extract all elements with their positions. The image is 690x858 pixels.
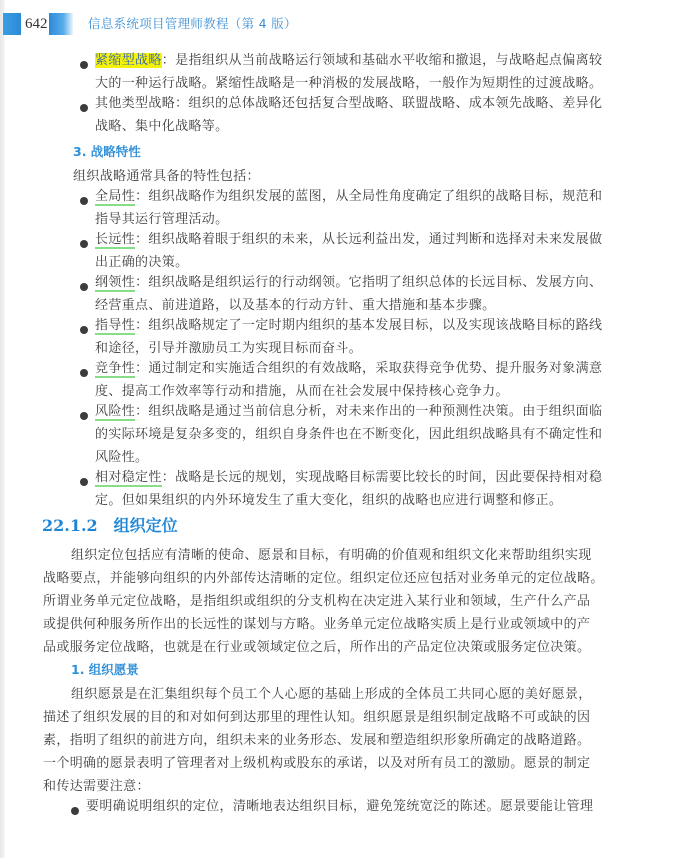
bullet-icon — [71, 807, 79, 815]
paragraph-line: 组织定位包括应有清晰的使命、愿景和目标，有明确的价值观和组织文化来帮助组织实现 — [71, 548, 592, 563]
header-decor-block-left — [3, 13, 21, 35]
page-edge-shadow — [0, 0, 5, 858]
paragraph-line: 一个明确的愿景表明了管理者对上级机构或股东的承诺，以及对所有员工的激励。愿景的制定 — [43, 756, 591, 771]
bullet-item-competitiveness — [95, 360, 602, 378]
paragraph-line: 或提供何种服务所作出的长远性的谋划与方略。业务单元定位战略实质上是行业或领域中的产 — [43, 617, 591, 632]
underlined-term: 纲领性 — [95, 275, 136, 290]
text-line: ：组织战略是组织运行的行动纲领。它指明了组织总体的长远目标、发展方向、 — [135, 275, 603, 290]
bullet-icon — [80, 412, 88, 420]
text-line: ：组织战略规定了一定时期内组织的基本发展目标，以及实现该战略目标的路线 — [135, 318, 603, 333]
text-line: 和途径，引导并激励员工为实现目标而奋斗。 — [95, 341, 363, 356]
bullet-item-contraction-strategy — [95, 52, 602, 70]
bullet-item-programmatic — [95, 274, 602, 292]
bullet-icon — [80, 369, 88, 377]
text-line: 经营重点、前进道路，以及基本的行动方针、重大措施和基本步骤。 — [95, 298, 496, 313]
section-title: 组织定位 — [113, 516, 178, 535]
underlined-term: 相对稳定性 — [95, 470, 162, 485]
bullet-icon — [80, 326, 88, 334]
paragraph-line: 描述了组织发展的目的和对如何到达那里的理性认知。组织愿景是组织制定战略不可或缺的因 — [43, 710, 591, 725]
underlined-term: 全局性 — [95, 189, 136, 204]
text-line: ：战略是长远的规划，实现战略目标需要比较长的时间，因此要保持相对稳 — [161, 470, 603, 485]
text-line: 定。但如果组织的内外环境发生了重大变化，组织的战略也应进行调整和修正。 — [95, 493, 563, 508]
subsection-heading-strategy-characteristics: 3. 战略特性 — [73, 144, 141, 159]
running-header — [0, 13, 690, 35]
bullet-icon — [80, 61, 88, 69]
text-line: 风险性。 — [95, 450, 149, 465]
text-line: ：组织战略着眼于组织的未来，从长远利益出发，通过判断和选择对未来发展做 — [135, 232, 603, 247]
bullet-item-risk — [95, 403, 602, 421]
bullet-icon — [80, 240, 88, 248]
text-line: 度、提高工作效率等行动和措施，从而在社会发展中保持核心竞争力。 — [95, 384, 509, 399]
text-line: ：通过制定和实施适合组织的有效战略，采取获得竞争优势、提升服务对象满意 — [135, 361, 603, 376]
bullet-item-other-strategy: 其他类型战略：组织的总体战略还包括复合型战略、联盟战略、成本领先战略、差异化 — [95, 96, 603, 111]
bullet-icon — [80, 283, 88, 291]
text-line: 出正确的决策。 — [95, 255, 189, 270]
paragraph-line: 品或服务定位战略，也就是在行业或领域定位之后，所作出的产品定位决策或服务定位决策。 — [43, 640, 591, 655]
text-line: ：组织战略是通过当前信息分析，对未来作出的一种预测性决策。由于组织面临 — [135, 404, 603, 419]
underlined-term: 竞争性 — [95, 361, 136, 376]
bullet-item-globality — [95, 188, 602, 206]
bullet-icon — [80, 104, 88, 112]
text-line: ：是指组织从当前战略运行领域和基础水平收缩和撤退，与战略起点偏离较 — [161, 53, 603, 68]
paragraph-line: 所谓业务单元定位战略，是指组织或组织的分支机构在决定进入某行业和领域，生产什么产品 — [43, 594, 591, 609]
paragraph-line: 战略要点，并能够向组织的内外部传达清晰的定位。组织定位还应包括对业务单元的定位战略。 — [43, 571, 604, 586]
paragraph-line: 组织愿景是在汇集组织每个员工个人心愿的基础上形成的全体员工共同心愿的美好愿景， — [71, 687, 592, 702]
section-heading-org-positioning — [42, 515, 178, 537]
text-line: 大的一种运行战略。紧缩性战略是一种消极的发展战略，一般作为短期性的过渡战略。 — [95, 76, 603, 91]
bullet-item-long-term — [95, 231, 602, 249]
text-line: 指导其运行管理活动。 — [95, 212, 229, 227]
underlined-term: 指导性 — [95, 318, 136, 333]
bullet-item-vision-note: 要明确说明组织的定位，清晰地表达组织目标，避免笼统宽泛的陈述。愿景要能让管理 — [86, 799, 594, 814]
header-decor-block-right — [49, 13, 73, 35]
bullet-item-relative-stability — [95, 469, 602, 487]
paragraph-line: 和传达需要注意： — [43, 779, 150, 794]
text-line: ：组织战略作为组织发展的蓝图，从全局性角度确定了组织的战略目标，规范和 — [135, 189, 603, 204]
text-line: 战略、集中化战略等。 — [95, 119, 229, 134]
section-number: 22.1.2 — [42, 516, 98, 535]
bullet-item-guidance — [95, 317, 602, 335]
book-title: 信息系统项目管理师教程（第 4 版） — [88, 16, 297, 31]
underlined-term: 风险性 — [95, 404, 136, 419]
underlined-term: 长远性 — [95, 232, 136, 247]
page-number: 642 — [25, 16, 48, 32]
text-line: 的实际环境是复杂多变的，组织自身条件也在不断变化，因此组织战略具有不确定性和 — [95, 427, 603, 442]
bullet-icon — [80, 478, 88, 486]
intro-text: 组织战略通常具备的特性包括： — [73, 169, 260, 184]
bullet-icon — [80, 197, 88, 205]
paragraph-line: 素，指明了组织的前进方向，组织未来的业务形态、发展和塑造组织形象所确定的战略道路。 — [43, 733, 591, 748]
subsection-heading-org-vision: 1. 组织愿景 — [71, 662, 139, 677]
highlighted-term: 紧缩型战略 — [95, 53, 162, 68]
